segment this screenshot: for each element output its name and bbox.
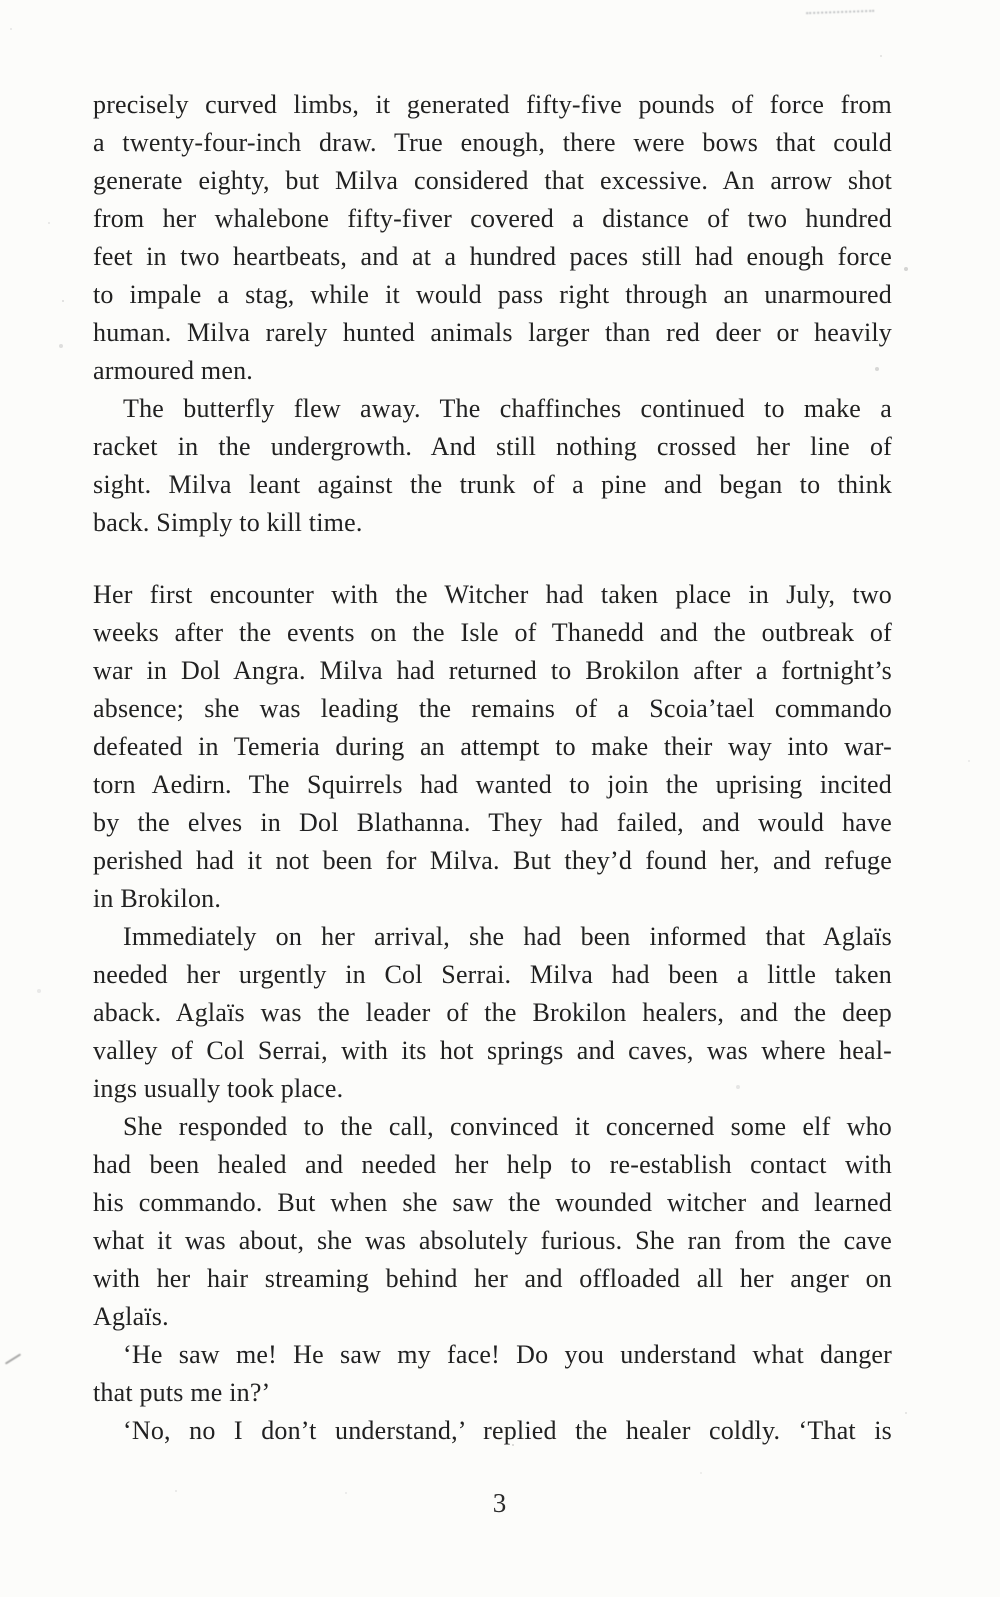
text-line: from her whalebone fifty-fiver covered a distance of two hundred bbox=[93, 204, 892, 233]
text-line: war in Dol Angra. Milva had returned to Brokilon after a fortnight’s bbox=[93, 656, 892, 685]
page-number: 3 bbox=[492, 1488, 508, 1518]
text-line: ings usually took place. bbox=[93, 1074, 344, 1103]
text-line: human. Milva rarely hunted animals larger than red deer or heavily bbox=[93, 318, 892, 347]
text-line: She responded to the call, convinced it concerned some elf who bbox=[123, 1112, 892, 1141]
paragraph bbox=[93, 86, 892, 390]
text-line: what it was about, she was absolutely furious. She ran from the cave bbox=[93, 1226, 892, 1255]
page-text bbox=[93, 86, 892, 1450]
text-line: had been healed and needed her help to re-establish contact with bbox=[93, 1150, 892, 1179]
paragraph bbox=[93, 1412, 892, 1450]
text-section bbox=[93, 86, 892, 542]
text-line: Aglaïs. bbox=[93, 1302, 169, 1331]
text-line: back. Simply to kill time. bbox=[93, 508, 363, 537]
text-line: defeated in Temeria during an attempt to make their way into war- bbox=[93, 732, 892, 761]
text-line: in Brokilon. bbox=[93, 884, 222, 913]
scan-artifact bbox=[5, 1353, 21, 1364]
text-line: needed her urgently in Col Serrai. Milva had been a little taken bbox=[93, 960, 892, 989]
text-line: by the elves in Dol Blathanna. They had failed, and would have bbox=[93, 808, 892, 837]
text-section bbox=[93, 576, 892, 1450]
paragraph bbox=[93, 918, 892, 1108]
text-line: armoured men. bbox=[93, 356, 253, 385]
text-line: sight. Milva leant against the trunk of a pine and began to think bbox=[93, 470, 892, 499]
scan-noise bbox=[0, 0, 2, 2]
text-line: with her hair streaming behind her and offloaded all her anger on bbox=[93, 1264, 892, 1293]
text-line: weeks after the events on the Isle of Thanedd and the outbreak of bbox=[93, 618, 892, 647]
text-line: The butterfly flew away. The chaffinches continued to make a bbox=[123, 394, 892, 423]
text-line: generate eighty, but Milva considered that excessive. An arrow shot bbox=[93, 166, 892, 195]
text-line: Immediately on her arrival, she had been informed that Aglaïs bbox=[123, 922, 892, 951]
text-line: a twenty-four-inch draw. True enough, there were bows that could bbox=[93, 128, 892, 157]
text-line: perished had it not been for Milva. But they’d found her, and refuge bbox=[93, 846, 892, 875]
paragraph bbox=[93, 1336, 892, 1412]
paragraph bbox=[93, 1108, 892, 1336]
text-line: to impale a stag, while it would pass right through an unarmoured bbox=[93, 280, 892, 309]
text-line: torn Aedirn. The Squirrels had wanted to join the uprising incited bbox=[93, 770, 892, 799]
text-line: racket in the undergrowth. And still nothing crossed her line of bbox=[93, 432, 892, 461]
text-line: that puts me in?’ bbox=[93, 1378, 271, 1407]
text-line: aback. Aglaïs was the leader of the Brokilon healers, and the deep bbox=[93, 998, 892, 1027]
text-line: absence; she was leading the remains of a Scoia’tael commando bbox=[93, 694, 892, 723]
paragraph bbox=[93, 390, 892, 542]
text-line: precisely curved limbs, it generated fifty-five pounds of force from bbox=[93, 90, 892, 119]
text-line: Her first encounter with the Witcher had taken place in July, two bbox=[93, 580, 892, 609]
text-line: valley of Col Serrai, with its hot springs and caves, was where heal- bbox=[93, 1036, 892, 1065]
text-line: ‘No, no I don’t understand,’ replied the healer coldly. ‘That is bbox=[123, 1416, 892, 1445]
text-line: ‘He saw me! He saw my face! Do you understand what danger bbox=[123, 1340, 892, 1369]
text-line: his commando. But when she saw the wounded witcher and learned bbox=[93, 1188, 892, 1217]
scan-artifact bbox=[806, 1, 874, 14]
paragraph bbox=[93, 576, 892, 918]
text-line: feet in two heartbeats, and at a hundred paces still had enough force bbox=[93, 242, 892, 271]
